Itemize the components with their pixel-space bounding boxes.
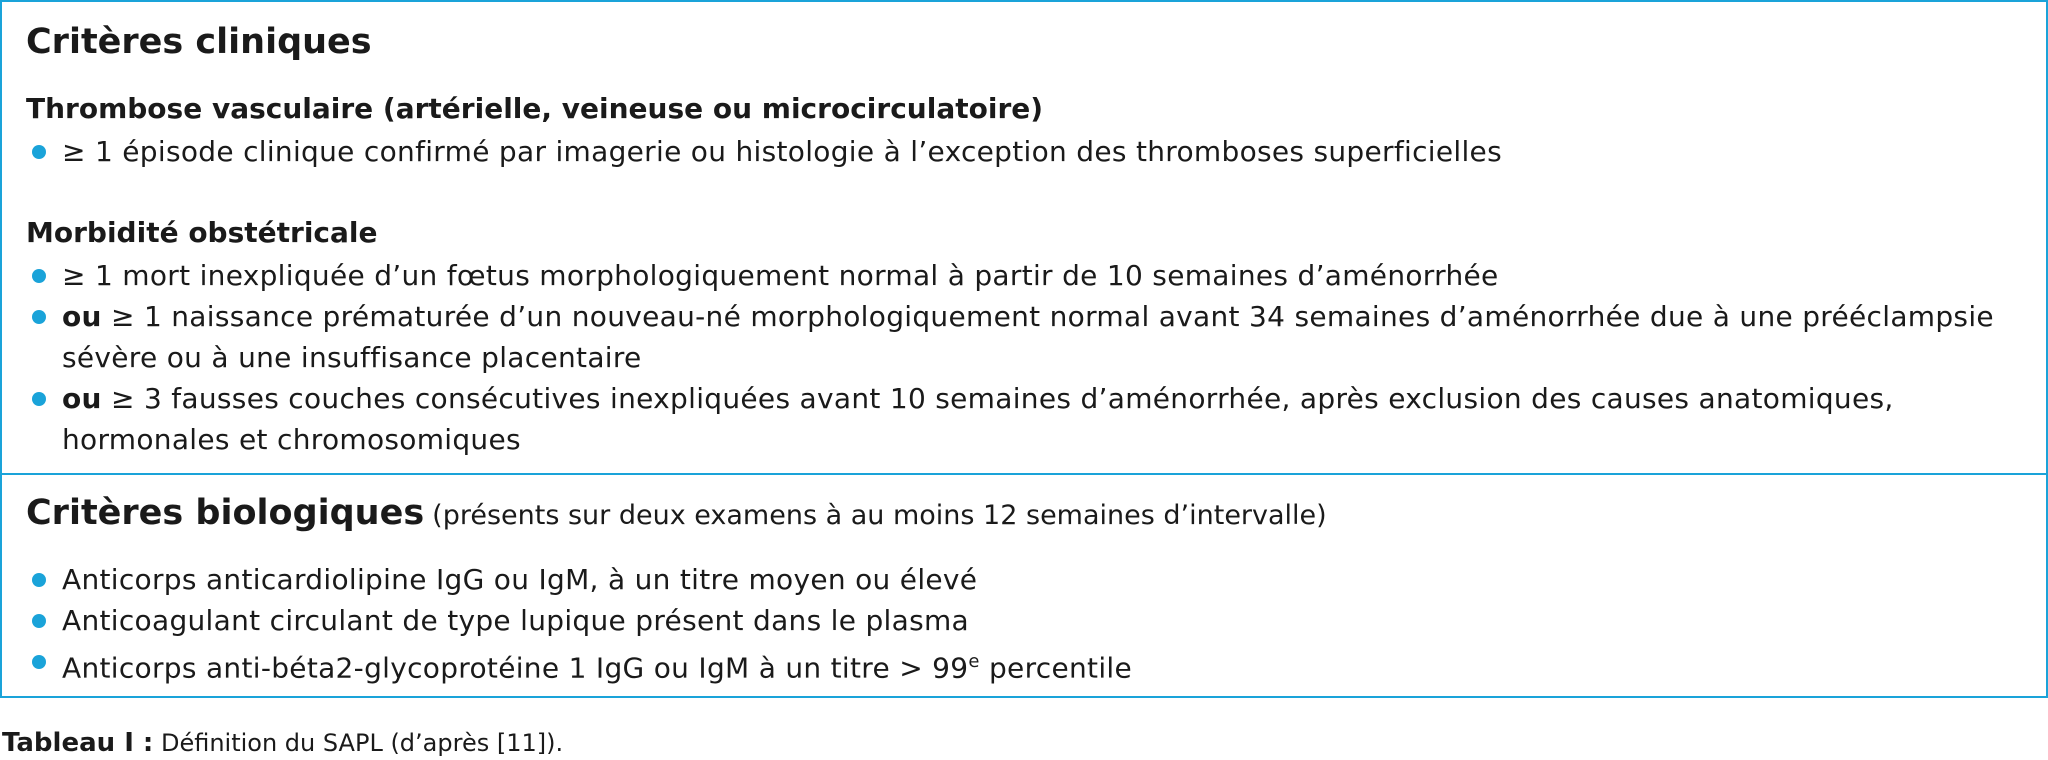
list-item-line: ≥ 1 naissance prématurée d’un nouveau-né morphologiquement normal avant 34 semaines d’aménorrhée due à une prééclampsie: [101, 300, 1994, 333]
bullet-dot-icon: [32, 655, 46, 669]
list-item-line: percentile: [979, 651, 1133, 685]
biological-criteria-section: [2, 473, 2046, 698]
list-item-text: Anticorps anticardiolipine IgG ou IgM, à un titre moyen ou élevé: [62, 563, 978, 596]
biological-criteria-title: [26, 493, 1327, 533]
caption-label: Tableau I :: [2, 728, 154, 758]
bullet-dot-icon: [32, 392, 46, 406]
bullet-dot-icon: [32, 614, 46, 628]
list-item-line: hormonales et chromosomiques: [62, 423, 521, 456]
list-item-line: Anticorps anti-béta2-glycoprotéine 1 IgG ou IgM à un titre > 99: [62, 651, 969, 685]
list-item-prefix: ou: [62, 300, 102, 333]
list-item-text: [62, 378, 1894, 419]
thrombosis-heading: Thrombose vasculaire (artérielle, veineuse ou microcirculatoire): [26, 92, 1044, 125]
list-item-text: Anticoagulant circulant de type lupique présent dans le plasma: [62, 604, 970, 637]
bullet-dot-icon: [32, 145, 46, 159]
bullet-dot-icon: [32, 269, 46, 283]
table-caption: [2, 728, 563, 758]
biological-title-note: (présents sur deux examens à au moins 12 semaines d’intervalle): [432, 500, 1327, 531]
biological-title-text: Critères biologiques: [26, 493, 425, 533]
bullet-dot-icon: [32, 310, 46, 324]
list-item-line: ≥ 1 mort inexpliquée d’un fœtus morphologiquement normal à partir de 10 semaines d’aménorrhée: [62, 259, 1499, 292]
clinical-criteria-section: [2, 2, 2046, 471]
clinical-criteria-title: Critères cliniques: [26, 22, 372, 62]
list-item-text: ≥ 1 épisode clinique confirmé par imagerie ou histologie à l’exception des thromboses superficielles: [62, 135, 1502, 168]
list-item-text: [62, 641, 1132, 688]
list-item-line: sévère ou à une insuffisance placentaire: [62, 341, 642, 374]
list-item-text: [62, 296, 1994, 337]
superscript-e: e: [968, 651, 980, 672]
obstetric-heading: Morbidité obstétricale: [26, 216, 378, 249]
caption-text: Définition du SAPL (d’après [11]).: [153, 729, 564, 757]
list-item-line: ≥ 3 fausses couches consécutives inexpliquées avant 10 semaines d’aménorrhée, après exclusion des causes anatomiques,: [101, 382, 1894, 415]
list-item-text: [62, 255, 1499, 296]
list-item-prefix: ou: [62, 382, 102, 415]
bullet-dot-icon: [32, 573, 46, 587]
